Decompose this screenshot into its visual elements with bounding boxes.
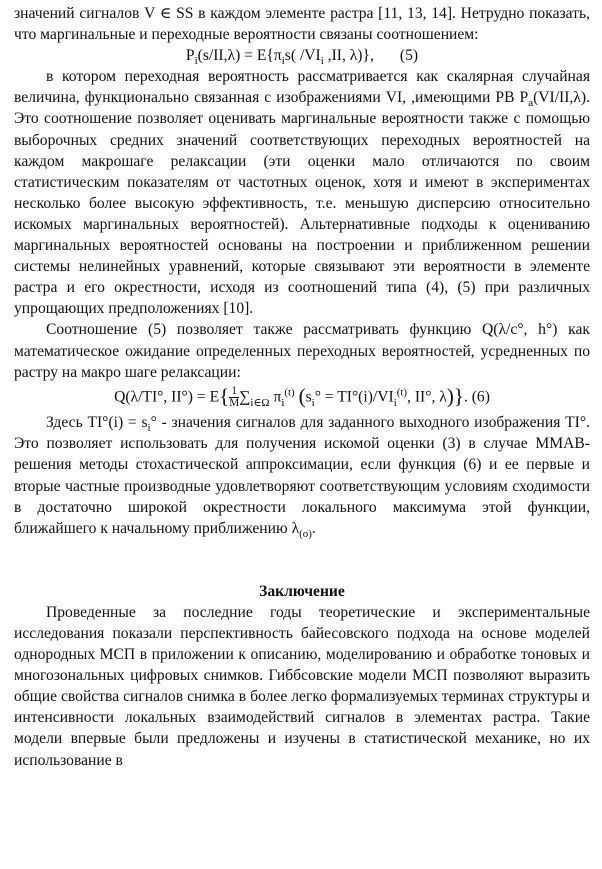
section-gap xyxy=(14,539,590,581)
equation-5-lhs: P xyxy=(185,47,195,65)
pa-sub: a xyxy=(528,97,534,110)
equation-5 xyxy=(14,45,590,66)
equation-6-close-brace: } xyxy=(453,383,464,408)
ti-definition: TI°(i) = s xyxy=(87,414,148,432)
equation-6-lhs: Q(λ/TI°, II°) = E xyxy=(114,388,220,406)
equation-6-tail: , II°, λ xyxy=(407,388,447,406)
paragraph-4-text-2: - значения сигналов для заданного выходного изображения TI°. Это позволяет использовать для получения искомой оценки (3) в случае ММАВ-решения методы стохастической аппроксимации, если функция (6) и ее первые и вторые частные производные удовлетворяют соответствующим условиям сходимости в достаточно широкой окрестности локального максимума этой функции, ближайшего к начальному приближению xyxy=(14,414,590,537)
equation-6-frac-num: 1 xyxy=(229,386,239,399)
equation-6-fraction xyxy=(229,386,239,411)
equation-6-s: s xyxy=(305,388,312,406)
equation-5-rhs: ,II, λ)}, xyxy=(323,47,374,65)
equation-6-frac-den: M xyxy=(229,397,240,410)
equation-6-pi: π xyxy=(273,388,282,406)
paragraph-2-text-2: . Это соотношение позволяет оценивать маргинальные вероятности также с помощью выборочных средних значений соответствующих переходных вероятностей на каждом макрошаге релаксации (эти оценки мало отличаются по своим статистическим показателям от частотных оценок, хотя и имеют в экспериментах несколько более высокую эффективность, т.е. меньшую дисперсию относительно искомых маргинальных вероятностей). Альтернативные подходы к оцениванию маргинальных вероятностей основаны на построении и приближенном решении системы нелинейных уравнений, которые связывают эти вероятности в элементе растра и его окрестности, исходя из соотношений типа (4), (5) при различных упрощающих предположениях [10]. xyxy=(14,89,590,318)
ti-deg: ° xyxy=(150,414,157,432)
paragraph-4 xyxy=(14,412,590,539)
equation-6-sum: ∑ xyxy=(239,388,251,406)
paragraph-3-text-2: как математическое ожидание определенных переходных вероятностей, усредненных по растру на макро шаге релаксации: xyxy=(14,321,590,381)
paragraph-4-text-1: Здесь xyxy=(46,414,88,432)
equation-5-mid: s( /VI xyxy=(284,47,321,65)
pa-symbol: P xyxy=(519,89,529,107)
equation-6-pi-sup: (t) xyxy=(284,386,295,399)
lambda-sub: (o) xyxy=(299,527,312,540)
equation-6-s-rest: ° = TI°(i)/VI xyxy=(314,388,394,406)
equation-6-s-sub: i xyxy=(311,396,315,409)
equation-5-lhs-sub: i xyxy=(194,55,198,68)
paragraph-1-text: значений сигналов V ∈ SS в каждом элементе растра [11, 13, 14]. Нетрудно показать, что маргинальные и переходные вероятности связаны соотношением: xyxy=(14,5,590,44)
equation-5-number: (5) xyxy=(399,47,419,65)
section-heading: Заключение xyxy=(259,582,345,600)
equation-6-open-brace: { xyxy=(219,383,230,408)
paragraph-2-text-1: в котором переходная вероятность рассматривается как скалярная случайная величина, функционально связанная с изображениями VI, ,имеющими РВ xyxy=(14,68,590,107)
equation-6-close-paren: ) xyxy=(446,383,454,408)
q-function: Q(λ/c°, h°) xyxy=(482,321,558,339)
equation-5-pi-sub: i xyxy=(281,55,285,68)
paragraph-3 xyxy=(14,319,590,382)
equation-6-number: (6) xyxy=(471,388,490,406)
paragraph-5-text: Проведенные за последние годы теоретические и экспериментальные исследования показали перспективность байесовского подхода на основе моделей однородных МСП в приложении к описанию, моделированию и обработке тоновых и многозональных цифровых снимков. Гиббсовские модели МСП позволяют выразить общие свойства сигналов снимка в более легко формализуемых терминах структуры и интенсивности локальных взаимодействий сигналов в элементах растра. Такие модели впервые были предложены и изучены в статистической механике, но их использование в xyxy=(14,603,590,769)
equation-6-pi-sub: i xyxy=(281,396,285,409)
paragraph-2 xyxy=(14,66,590,319)
paragraph-3-text-1: Соотношение (5) позволяет также рассматривать функцию xyxy=(46,321,483,339)
equation-6-vi-sub: i xyxy=(393,396,397,409)
paragraph-5 xyxy=(14,602,590,771)
paragraph-4-end: . xyxy=(311,519,316,537)
equation-5-vi-sub: i xyxy=(320,55,324,68)
equation-6-vi-sup: (t) xyxy=(396,386,408,399)
ti-sub: i xyxy=(147,422,151,435)
paragraph-1 xyxy=(14,3,590,45)
equation-6-open-paren: ( xyxy=(298,383,306,408)
pa-args: (VI/II,λ) xyxy=(533,89,587,107)
lambda-symbol: λ xyxy=(291,519,300,537)
equation-5-lhs-args: (s/II,λ) = E{π xyxy=(197,47,282,65)
equation-6: Q(λ/TI°, II°) = E{ $\frac{1}{M}$ $\sum_{i\in\Omega}$ $\pi_i^{(t)}$ ($s_i^\circ = TI^\circ(i)/VI_i^{(t)}$, II°, λ)}. (6) xyxy=(114,383,490,410)
equation-6-sum-sub: i∈Ω xyxy=(250,396,270,409)
